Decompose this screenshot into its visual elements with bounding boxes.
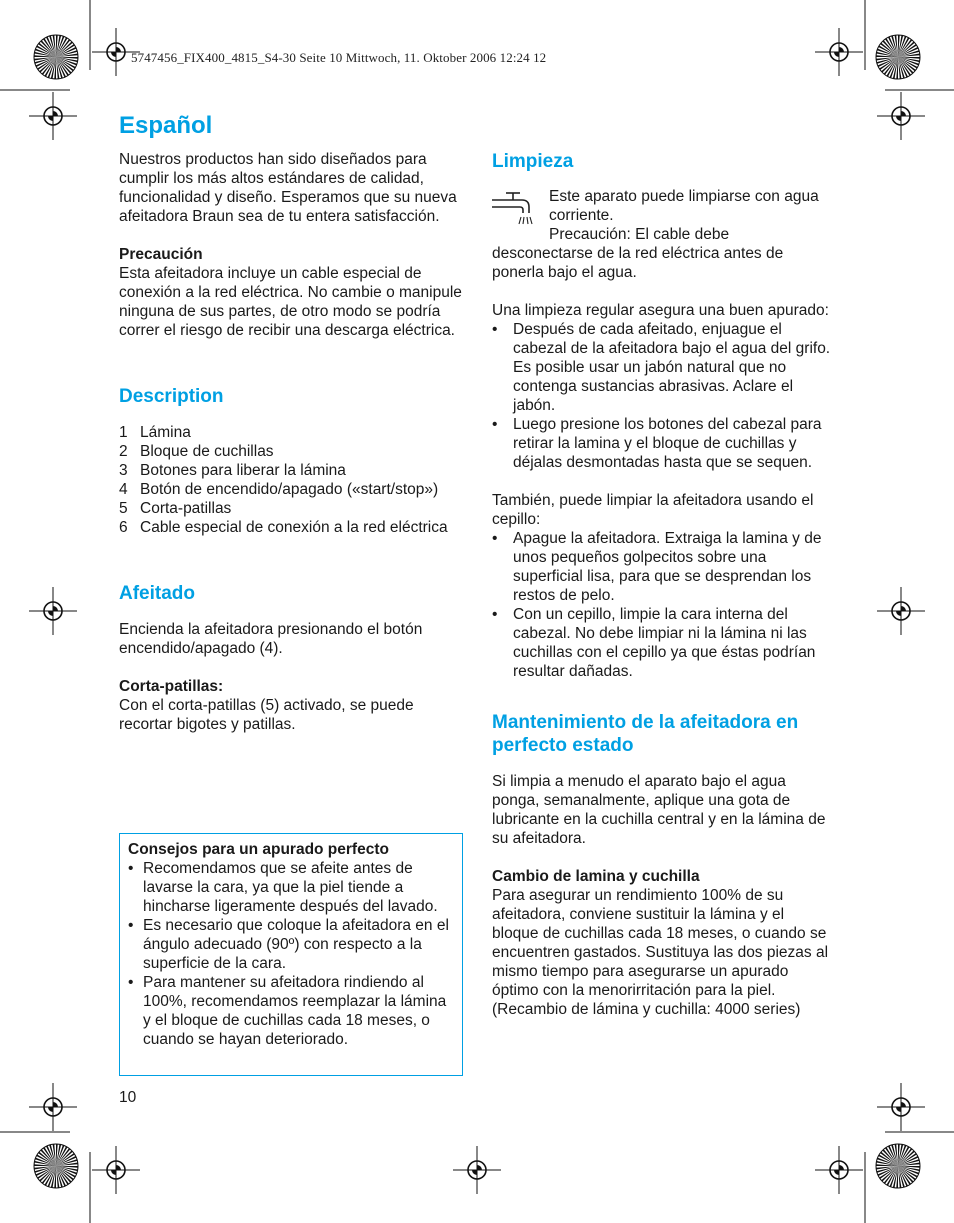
bullet-marker: • [492, 606, 498, 623]
list-item [128, 973, 454, 1049]
item-label: Botones para liberar la lámina [140, 462, 346, 479]
trimmer-heading: Corta-patillas: [119, 678, 224, 695]
brush-cleaning-text: También, puede limpiar la afeitadora usando el cepillo: [492, 492, 814, 528]
replacement-text: Para asegurar un rendimiento 100% de su afeitadora, conviene sustituir la lámina y el bloque de cuchillas cada 18 meses, o cuando se encuentren gastados. Sustituya las dos piezas al mismo tiempo para asegurarse un apurado óptimo con la menorirritación para la piel. [492, 887, 829, 999]
left-column [119, 112, 464, 734]
list-item-text: Apague la afeitadora. Extraiga la lamina y de unos pequeños golpecitos sobre una superficial lisa, para que se desprendan los restos de pelo. [513, 530, 822, 604]
item-label: Botón de encendido/apagado («start/stop») [140, 481, 439, 498]
item-label: Bloque de cuchillas [140, 443, 274, 460]
water-tap-icon [492, 191, 540, 229]
shaving-text: Encienda la afeitadora presionando el botón encendido/apagado (4). [119, 621, 423, 657]
item-label: Lámina [140, 424, 191, 441]
trimmer-text: Con el corta-patillas (5) activado, se puede recortar bigotes y patillas. [119, 697, 414, 733]
tips-list [128, 859, 454, 1049]
list-item-text: Después de cada afeitado, enjuague el cabezal de la afeitadora bajo el agua del grifo. Es posible usar un jabón natural que no contenga sustancias abrasivas. Aclare el jabón. [513, 321, 831, 414]
description-heading: Description [119, 386, 224, 407]
page-title: Español [119, 112, 213, 139]
cleaning-caution: Precaución: El cable debe desconectarse de la red eléctrica antes de ponerla bajo el agua. [492, 226, 784, 281]
list-item-text: Recomendamos que se afeite antes de lavarse la cara, ya que la piel tiende a hincharse ligeramente después del lavado. [143, 860, 438, 915]
item-number: 2 [119, 443, 128, 460]
tips-box [119, 833, 463, 1076]
maintenance-heading: Mantenimiento de la afeitadora en perfecto estado [492, 712, 799, 756]
bullet-marker: • [492, 321, 498, 338]
cleaning-intro: Este aparato puede limpiarse con agua corriente. [549, 188, 819, 224]
list-item [128, 859, 454, 916]
replacement-heading: Cambio de lamina y cuchilla [492, 868, 700, 885]
page-number: 10 [119, 1089, 137, 1106]
list-item [128, 916, 454, 973]
list-item [492, 529, 832, 605]
description-item [119, 499, 464, 518]
caution-text: Esta afeitadora incluye un cable especial de conexión a la red eléctrica. No cambie o manipule ninguna de sus partes, de otro modo se podría correr el riesgo de recibir una descarga eléctrica. [119, 265, 462, 339]
registration-mark [48, 606, 58, 616]
item-number: 4 [119, 481, 128, 498]
item-number: 3 [119, 462, 128, 479]
registration-mark [834, 47, 844, 57]
registration-mark [472, 1165, 482, 1175]
intro-paragraph: Nuestros productos han sido diseñados para cumplir los más altos estándares de calidad, funcionalidad y diseño. Esperamos que su nueva afeitadora Braun sea de tu entera satisfacción. [119, 151, 457, 225]
item-number: 1 [119, 424, 128, 441]
description-item [119, 461, 464, 480]
cleaning-heading: Limpieza [492, 151, 574, 172]
maintenance-text: Si limpia a menudo el aparato bajo el agua ponga, semanalmente, aplique una gota de lubricante en la cuchilla central y en la lámina de su afeitadora. [492, 773, 826, 847]
registration-mark [834, 1165, 844, 1175]
list-item [492, 415, 832, 472]
list-item [492, 605, 832, 681]
registration-mark [48, 111, 58, 121]
description-item [119, 480, 464, 499]
right-column [492, 150, 832, 1019]
regular-cleaning-text: Una limpieza regular asegura una buen apurado: [492, 302, 829, 319]
item-number: 6 [119, 519, 128, 536]
description-item [119, 518, 464, 537]
bullet-marker: • [128, 860, 134, 877]
registration-mark [896, 1102, 906, 1112]
bullet-marker: • [128, 917, 134, 934]
bullet-marker: • [492, 530, 498, 547]
list-item-text: Con un cepillo, limpie la cara interna del cabezal. No debe limpiar ni la lámina ni las cuchillas con el cepillo ya que éstas podrían resultar dañadas. [513, 606, 816, 680]
print-slug-line: 5747456_FIX400_4815_S4-30 Seite 10 Mittwoch, 11. Oktober 2006 12:24 12 [131, 50, 547, 65]
shaving-heading: Afeitado [119, 583, 195, 604]
registration-mark [111, 1165, 121, 1175]
registration-mark [48, 1102, 58, 1112]
description-item [119, 423, 464, 442]
replacement-note: (Recambio de lámina y cuchilla: 4000 series) [492, 1001, 801, 1018]
list-item-text: Para mantener su afeitadora rindiendo al 100%, recomendamos reemplazar la lámina y el bloque de cuchillas cada 18 meses, o cuando se hayan deteriorado. [143, 974, 447, 1048]
regular-cleaning-list [492, 320, 832, 472]
caution-heading: Precaución [119, 246, 203, 263]
item-label: Cable especial de conexión a la red eléctrica [140, 519, 448, 536]
bullet-marker: • [128, 974, 134, 991]
item-number: 5 [119, 500, 128, 517]
registration-mark [896, 606, 906, 616]
list-item [492, 320, 832, 415]
registration-mark [896, 111, 906, 121]
list-item-text: Luego presione los botones del cabezal para retirar la lamina y el bloque de cuchillas y déjalas desmontadas hasta que se sequen. [513, 416, 822, 471]
item-label: Corta-patillas [140, 500, 232, 517]
description-list [119, 423, 464, 537]
tips-heading: Consejos para un apurado perfecto [128, 841, 389, 858]
list-item-text: Es necesario que coloque la afeitadora en el ángulo adecuado (90º) con respecto a la superficie de la cara. [143, 917, 449, 972]
description-item [119, 442, 464, 461]
registration-mark [111, 47, 121, 57]
brush-cleaning-list [492, 529, 832, 681]
bullet-marker: • [492, 416, 498, 433]
